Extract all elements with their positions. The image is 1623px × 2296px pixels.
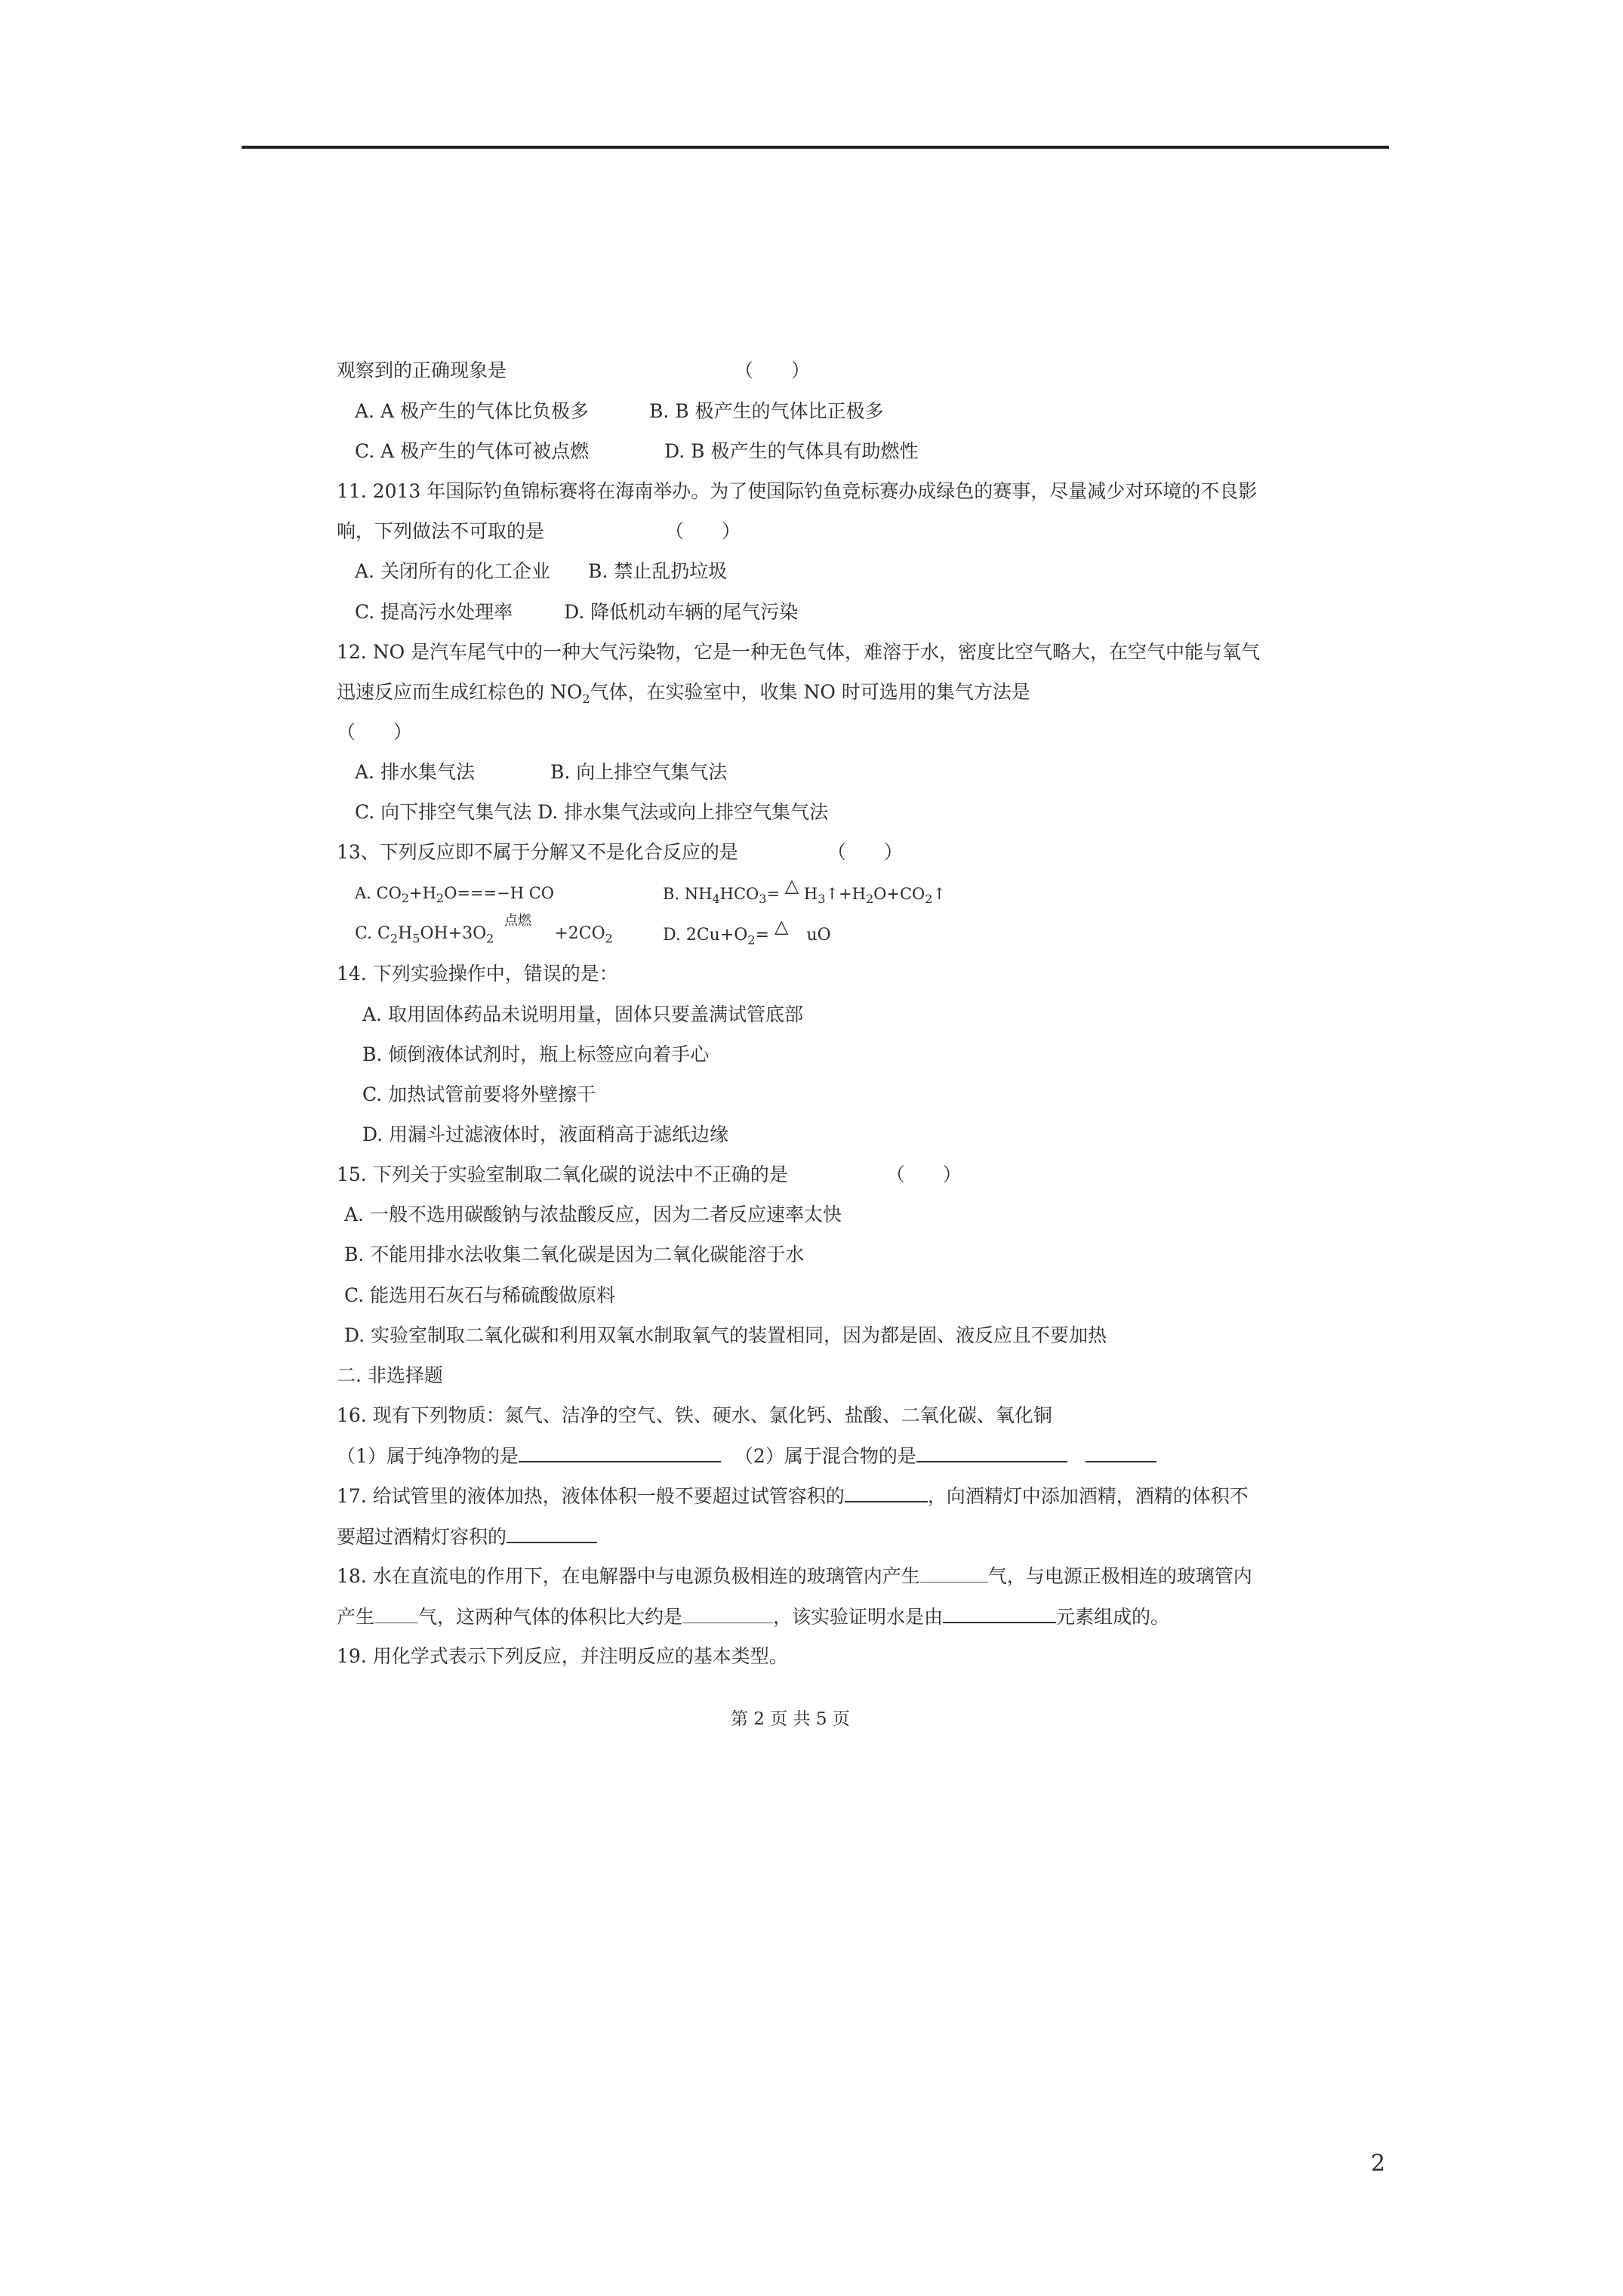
q19-stem: 19. 用化学式表示下列反应，并注明反应的基本类型。 — [337, 1645, 788, 1667]
q18-line1: 18. 水在直流电的作用下，在电解器中与电源负极相连的玻璃管内产生 气，与电源正极相连的玻璃管内 — [337, 1565, 1252, 1587]
header-rule — [242, 146, 1389, 149]
q10-options-ab — [355, 399, 884, 424]
q13-option-a: A. $CO_2+H_2O===-H$ CO — [355, 884, 554, 906]
q12-option-b: B. 向上排空气集气法 — [550, 761, 728, 783]
answer-paren: （ ） — [885, 1163, 962, 1185]
q11-stem-line2: 响，下列做法不可取的是 （ ） — [337, 520, 741, 542]
q10-option-c: C. A 极产生的气体可被点燃 — [355, 440, 590, 462]
q11-option-d: D. 降低机动车辆的尾气污染 — [564, 601, 799, 623]
page-number: 2 — [1371, 2150, 1386, 2177]
answer-blank[interactable] — [916, 1443, 1067, 1462]
q17-line1: 17. 给试管里的液体加热，液体体积一般不要超过试管容积的 ，向酒精灯中添加酒精，酒精的体积不 — [337, 1483, 1249, 1509]
q14-option-a: A. 取用固体药品未说明用量，固体只要盖满试管底部 — [362, 1003, 803, 1025]
q13-stem: 13、下列反应即不属于分解又不是化合反应的是 （ ） — [337, 841, 903, 863]
q10-option-d: D. B 极产生的气体具有助燃性 — [664, 440, 919, 462]
section-heading: 二. 非选择题 — [337, 1364, 443, 1386]
q10-stem: 观察到的正确现象是 （ ） — [337, 359, 811, 381]
answer-blank[interactable] — [374, 1604, 418, 1623]
triangle-icon: △ — [774, 916, 789, 937]
q11-options-cd — [355, 599, 798, 625]
answer-blank[interactable] — [943, 1604, 1056, 1623]
q13-c-condition: 点燃 — [504, 913, 531, 929]
up-arrow-icon: ↑ — [825, 885, 839, 903]
q17-line2: 要超过酒精灯容积的 — [337, 1524, 597, 1550]
q16-stem: 16. 现有下列物质：氮气、洁净的空气、铁、硬水、氯化钙、盐酸、二氧化碳、氧化铜 — [337, 1404, 1052, 1426]
q11-option-c: C. 提高污水处理率 — [355, 601, 513, 623]
q14-stem: 14. 下列实验操作中，错误的是： — [337, 963, 618, 985]
q11-option-b: B. 禁止乱扔垃圾 — [587, 560, 728, 582]
q12-stem-line1: 12. NO 是汽车尾气中的一种大气污染物，它是一种无色气体，难溶于水，密度比空气略大，在空气中能与氧气 — [337, 641, 1261, 663]
answer-blank[interactable] — [1086, 1443, 1156, 1462]
up-arrow-icon: ↑ — [932, 885, 947, 903]
q12-options-ab — [355, 760, 727, 785]
q15-option-a: A. 一般不选用碳酸钠与浓盐酸反应，因为二者反应速率太快 — [344, 1203, 842, 1225]
answer-blank[interactable] — [519, 1443, 721, 1462]
answer-blank[interactable] — [845, 1483, 928, 1502]
q15-option-d: D. 实验室制取二氧化碳和利用双氧水制取氧气的装置相同，因为都是固、液反应且不要加热 — [344, 1324, 1107, 1346]
q12-options-cd: C. 向下排空气集气法 D. 排水集气法或向上排空气集气法 — [355, 801, 829, 823]
answer-blank[interactable] — [507, 1524, 597, 1543]
page-footer: 第 2 页 共 5 页 — [731, 1709, 850, 1729]
q13-option-d: D. $2Cu+O_2=$ △ uO — [663, 916, 831, 948]
q18-line2: 产生 气，这两种气体的体积比大约是 ，该实验证明水是由 元素组成的。 — [337, 1604, 1169, 1630]
answer-blank[interactable] — [682, 1604, 773, 1623]
q10-option-a: A. A 极产生的气体比负极多 — [355, 400, 589, 422]
answer-paren: （ ） — [827, 841, 903, 863]
q15-option-c: C. 能选用石灰石与稀硫酸做原料 — [344, 1284, 616, 1306]
q11-stem-line1: 11. 2013 年国际钓鱼锦标赛将在海南举办。为了使国际钓鱼竞标赛办成绿色的赛事，尽量减少对环境的不良影 — [337, 480, 1258, 502]
q14-option-d: D. 用漏斗过滤液体时，液面稍高于滤纸边缘 — [362, 1123, 729, 1145]
q13-option-b: B. $NH_4HCO_3=$ △ $H_3↑+H_2O+CO_2↑$ — [663, 875, 947, 907]
answer-blank[interactable] — [920, 1564, 988, 1583]
q11-options-ab — [355, 559, 727, 584]
q14-option-b: B. 倾倒液体试剂时，瓶上标签应向着手心 — [362, 1043, 710, 1065]
answer-paren: （ ） — [337, 721, 413, 743]
q10-option-b: B. B 极产生的气体比正极多 — [648, 400, 884, 422]
q14-option-c: C. 加热试管前要将外壁擦干 — [362, 1083, 596, 1105]
q10-options-cd — [355, 439, 919, 464]
q13-option-c: C. $C_2H_5OH+3O_2 +2CO_2$ — [355, 924, 613, 946]
q12-option-a: A. 排水集气法 — [355, 761, 475, 783]
q15-stem: 15. 下列关于实验室制取二氧化碳的说法中不正确的是 （ ） — [337, 1163, 962, 1185]
q16-parts: （1）属于纯净物的是 （2）属于混合物的是 — [337, 1443, 1156, 1469]
q15-option-b: B. 不能用排水法收集二氧化碳是因为二氧化碳能溶于水 — [344, 1244, 805, 1265]
answer-paren: （ ） — [665, 520, 741, 542]
q12-stem-line2: 迅速反应而生成红棕色的 $NO_2$气体，在实验室中，收集 NO 时可选用的集气方法是 — [337, 681, 1030, 706]
q11-option-a: A. 关闭所有的化工企业 — [355, 560, 550, 582]
answer-paren: （ ） — [735, 359, 811, 381]
triangle-icon: △ — [784, 875, 799, 896]
